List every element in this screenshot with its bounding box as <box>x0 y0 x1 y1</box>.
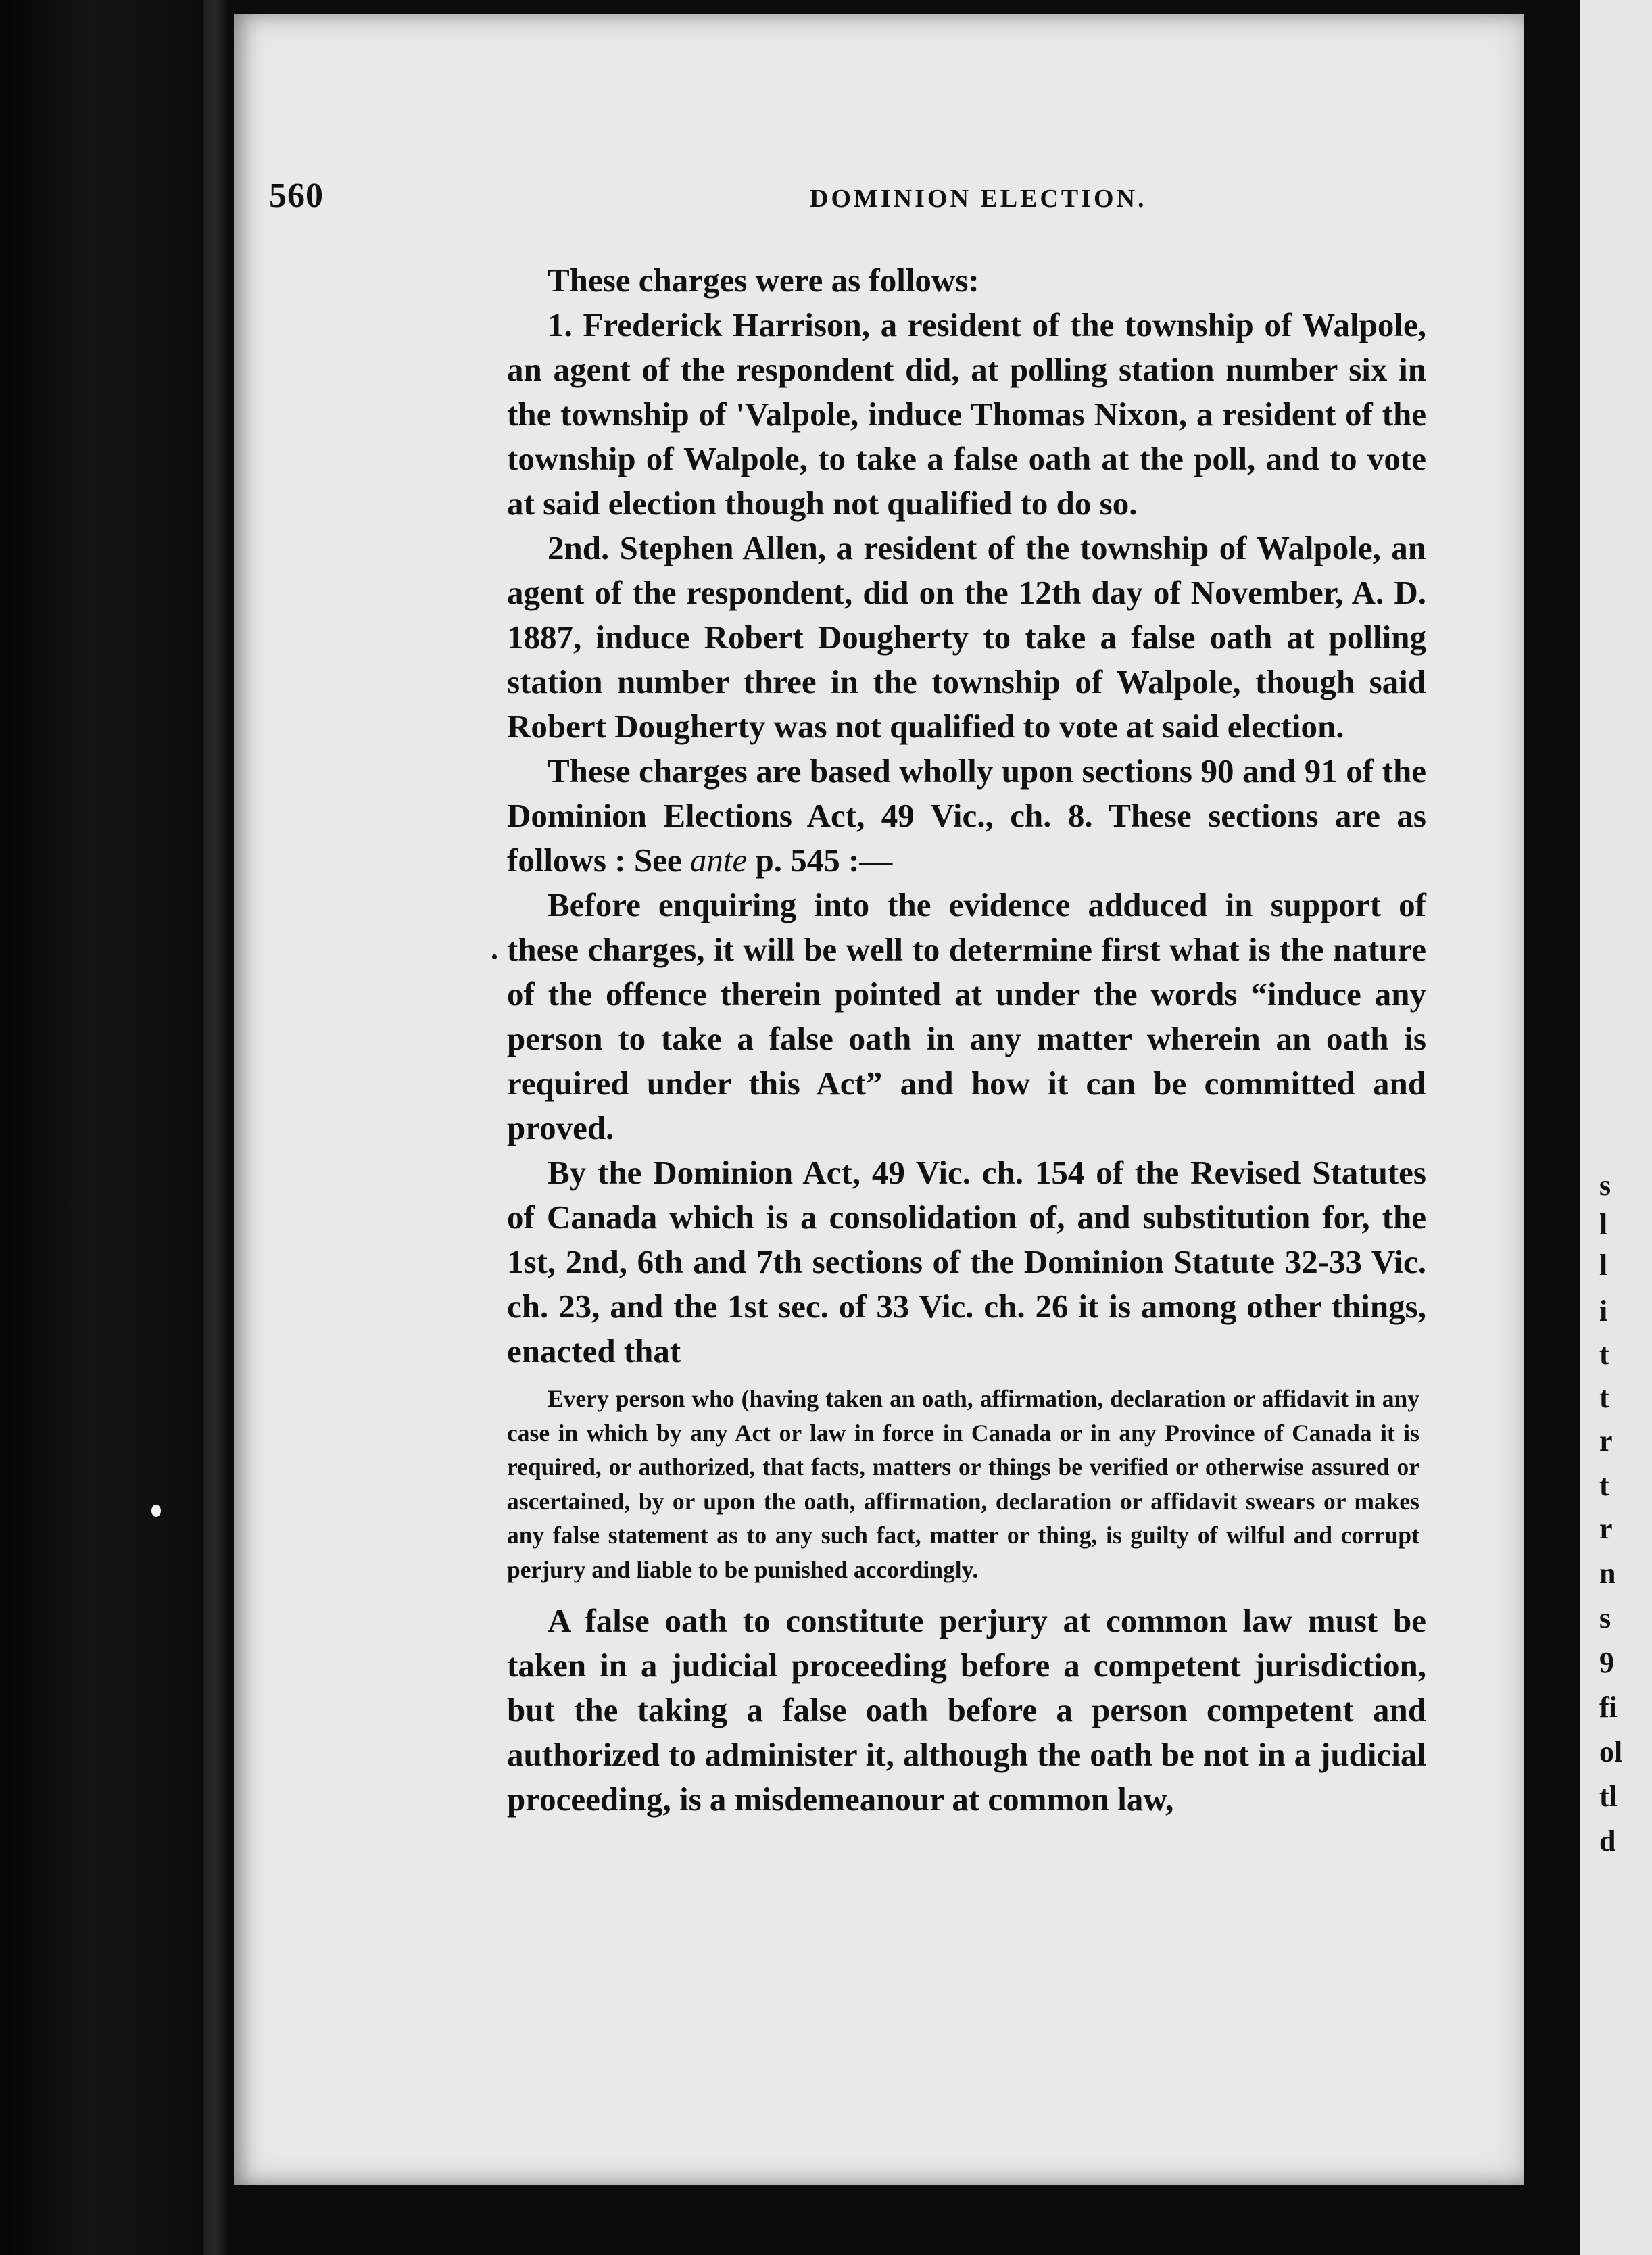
scan-speck <box>151 1505 161 1517</box>
adjacent-fragment: r <box>1599 1512 1613 1545</box>
book-spine-shadow <box>203 0 227 2255</box>
paragraph: A false oath to constitute perjury at common law must be taken in a judicial proceeding before a competent jurisdiction, but the taking a false oath before a person competent and authorized to administer it, although the oath be not in a judicial proceeding, is a misdemeanour at common law, <box>507 1602 1426 1818</box>
paragraph <box>507 749 1426 883</box>
adjacent-fragment: t <box>1599 1338 1609 1371</box>
paragraph: 1. Frederick Harrison, a resident of the township of Walpole, an agent of the respondent did, at polling station number six in the township of 'Valpole, induce Thomas Nixon, a resident of the township of Walpole, to take a false oath at the poll, and to vote at said election though not qualified to do so. <box>507 306 1426 522</box>
adjacent-fragment: l <box>1599 1208 1608 1241</box>
page-number: 560 <box>269 176 324 215</box>
adjacent-fragment: tl <box>1599 1780 1618 1813</box>
adjacent-fragment: l <box>1599 1248 1608 1282</box>
adjacent-fragment: s <box>1599 1169 1611 1202</box>
adjacent-fragment: r <box>1599 1424 1613 1457</box>
paragraph: By the Dominion Act, 49 Vic. ch. 154 of the Revised Statutes of Canada which is a consolidation of, and substitution for, the 1st, 2nd, 6th and 7th sections of the Dominion Statute 32-33 Vic. ch. 23, and the 1st sec. of 33 Vic. ch. 26 it is among other things, enacted that <box>507 1154 1426 1369</box>
adjacent-page-edge <box>1580 0 1652 2255</box>
adjacent-fragment: s <box>1599 1601 1611 1634</box>
adjacent-fragment: n <box>1599 1557 1616 1590</box>
paragraph: 2nd. Stephen Allen, a resident of the township of Walpole, an agent of the respondent, did on the 12th day of November, A. D. 1887, induce Robert Dougherty to take a false oath at polling station number three in the township of Walpole, though said Robert Dougherty was not qualified to vote at said election. <box>507 529 1426 745</box>
adjacent-fragment: ol <box>1599 1735 1623 1768</box>
adjacent-fragment: 9 <box>1599 1646 1614 1679</box>
adjacent-fragment: d <box>1599 1824 1616 1858</box>
scan-dark-margin <box>0 0 230 2255</box>
running-head: DOMINION ELECTION. <box>810 185 1147 213</box>
body-text <box>507 258 1426 1822</box>
statute-quotation: Every person who (having taken an oath, affirmation, declaration or affidavit in any case in which by any Act or law in force in Canada or in any Province of Canada it is required, or authorized, that facts, matters or things be verified or otherwise assured or ascertained, by or upon the oath, affirmation, declaration or affidavit swears or makes any false statement as to any such fact, matter or thing, is guilty of wilful and corrupt perjury and liable to be punished accordingly. <box>507 1385 1419 1583</box>
paragraph: These charges were as follows: <box>548 262 979 299</box>
paragraph-text: p. 545 :— <box>747 842 893 879</box>
paragraph-italic: ante <box>689 842 748 879</box>
adjacent-fragment: i <box>1599 1294 1608 1328</box>
adjacent-fragment: fi <box>1599 1691 1618 1724</box>
scan-speck <box>492 954 497 959</box>
paragraph-text: These charges are based wholly upon sections 90 and 91 of the Dominion Elections Act, 49 Vic., ch. 8. These sections are as follows : See <box>507 752 1426 879</box>
paragraph: Before enquiring into the evidence adduced in support of these charges, it will be well to determine first what is the nature of the offence therein pointed at under the words “induce any person to take a false oath in any matter wherein an oath is required under this Act” and how it can be committed and proved. <box>507 886 1426 1146</box>
page-gutter <box>1524 0 1580 2255</box>
adjacent-fragment: t <box>1599 1381 1609 1414</box>
adjacent-fragment: t <box>1599 1469 1609 1502</box>
